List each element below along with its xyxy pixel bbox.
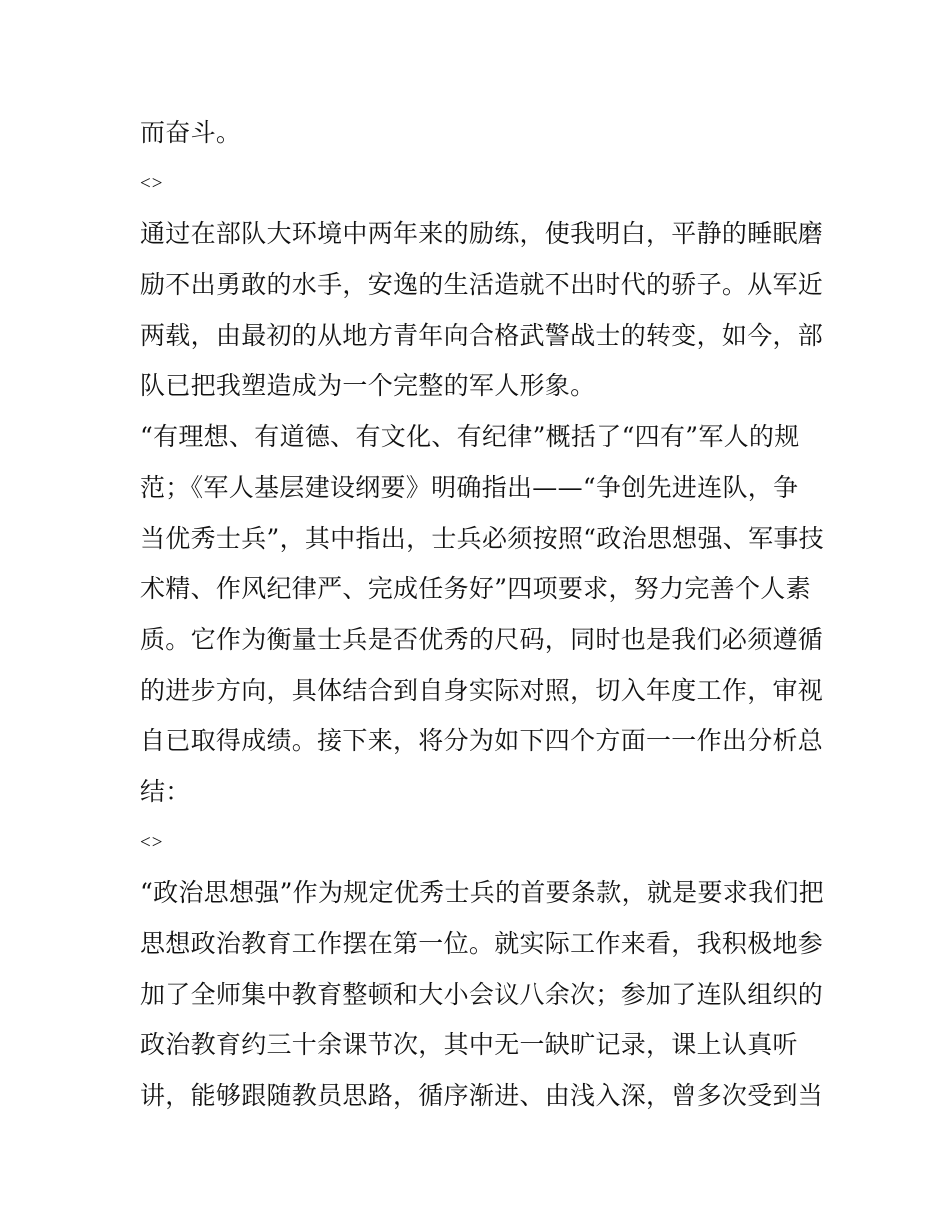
section-marker: <> bbox=[140, 831, 164, 853]
text-line: 讲，能够跟随教员思路，循序渐进、由浅入深，曾多次受到当 bbox=[140, 1081, 824, 1111]
text-line: 自已取得成绩。接下来，将分为如下四个方面一一作出分析总 bbox=[140, 726, 824, 756]
text-line: 政治教育约三十余课节次，其中无一缺旷记录，课上认真听 bbox=[140, 1030, 798, 1060]
text-line: 结： bbox=[140, 776, 191, 806]
text-line: 当优秀士兵”，其中指出，士兵必须按照“政治思想强、军事技 bbox=[140, 523, 824, 553]
section-marker: <> bbox=[140, 172, 164, 194]
text-line: 励不出勇敢的水手，安逸的生活造就不出时代的骄子。从军近 bbox=[140, 270, 824, 300]
text-line: 质。它作为衡量士兵是否优秀的尺码，同时也是我们必须遵循 bbox=[140, 624, 824, 654]
text-line: 术精、作风纪律严、完成任务好”四项要求，努力完善个人素 bbox=[140, 574, 811, 604]
text-line: 的进步方向，具体结合到自身实际对照，切入年度工作，审视 bbox=[140, 675, 824, 705]
text-line: 而奋斗。 bbox=[140, 118, 242, 147]
text-line: 队已把我塑造成为一个完整的军人形象。 bbox=[140, 371, 596, 401]
text-line: 思想政治教育工作摆在第一位。就实际工作来看，我积极地参 bbox=[140, 929, 824, 958]
text-line: 两载，由最初的从地方青年向合格武警战士的转变，如今，部 bbox=[140, 320, 824, 350]
text-line: “政治思想强”作为规定优秀士兵的首要条款，就是要求我们把 bbox=[140, 878, 824, 908]
text-line: “有理想、有道德、有文化、有纪律”概括了“四有”军人的规 bbox=[140, 422, 800, 452]
text-line: 通过在部队大环境中两年来的励练，使我明白，平静的睡眠磨 bbox=[140, 219, 824, 249]
document-body bbox=[140, 108, 824, 1122]
text-line: 加了全师集中教育整顿和大小会议八余次；参加了连队组织的 bbox=[140, 979, 824, 1009]
text-line: 范；《军人基层建设纲要》明确指出——“争创先进连队，争 bbox=[140, 472, 799, 502]
